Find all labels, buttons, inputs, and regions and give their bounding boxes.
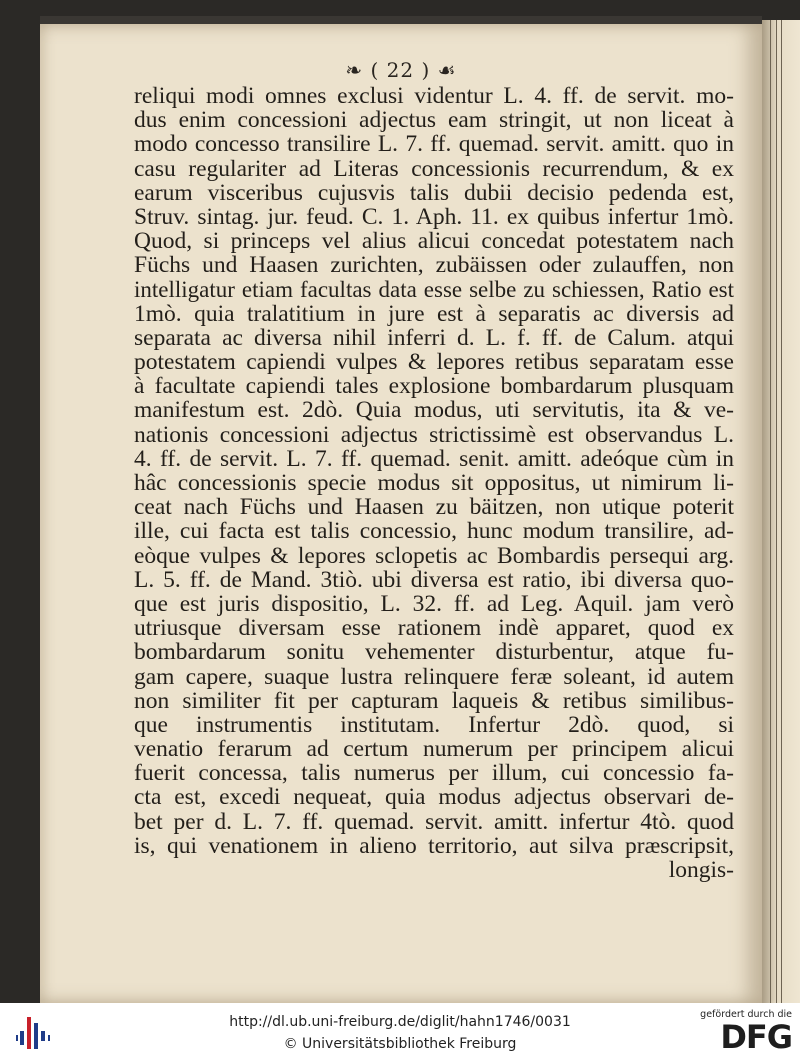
text-line: Füchs und Haasen zurichten, zubäissen oder zulauffen, non [134,252,734,279]
text-line: longis- [668,857,734,883]
text-line: modo concesso transilire L. 7. ff. quemad. servit. amitt. quo in [134,131,734,158]
text-line: earum visceribus cujusvis talis dubii decisio pedenda est, [134,179,734,206]
text-line: gam capere, suaque lustra relinquere feræ soleant, id autem [134,663,734,690]
text-line: hâc concessionis specie modus sit oppositus, ut nimirum li- [134,470,734,496]
text-line: cta est, excedi nequeat, quia modus adjectus observari de- [134,784,734,811]
text-line: Struv. sintag. jur. feud. C. 1. Aph. 11. ex quibus infertur 1mò. [134,203,734,230]
text-line: utriusque diversam esse rationem indè apparet, quod ex [134,615,734,642]
page-header: ❧ ( 22 ) ☙ [345,58,457,82]
text-line: non similiter fit per capturam laqueis & retibus similibus- [134,687,734,714]
page-text [134,84,734,882]
permalink-url[interactable]: http://dl.ub.uni-freiburg.de/diglit/hahn1746/0031 [229,1014,571,1030]
dfg-logo [700,1009,792,1057]
dfg-wordmark: DFG [720,1018,792,1056]
text-line: Quod, si princeps vel alius alicui concedat potestatem nach [134,228,734,255]
text-line: ille, cui facta est talis concessio, hunc modum transilire, ad- [134,518,734,545]
copyright-notice: © Universitätsbibliothek Freiburg [283,1036,517,1052]
text-line: reliqui modi omnes exclusi videntur L. 4. ff. de servit. mo- [134,83,734,109]
text-line: intelligatur etiam facultas data esse selbe zu schiessen, Ratio est [134,276,734,302]
text-line: dus enim concessioni adjectus eam stringit, ut non liceat à [134,107,734,134]
text-line: is, qui venationem in alieno territorio, aut silva præscripsit, [134,832,734,859]
dfg-funding-label: gefördert durch die [700,1009,792,1020]
text-line: 4. ff. de servit. L. 7. ff. quemad. senit. amitt. adeóque cùm in [134,445,734,472]
text-line: L. 5. ff. de Mand. 3tiò. ubi diversa est ratio, ibi diversa quo- [134,566,734,593]
text-line: casu regulariter ad Literas concessionis recurrendum, & ex [134,155,734,182]
text-line: que instrumentis institutam. Infertur 2dò. quod, si [134,711,734,738]
book-page [40,24,762,1003]
text-line: ceat nach Füchs und Haasen zu bäitzen, non utique poterit [134,494,734,521]
text-line: potestatem capiendi vulpes & lepores retibus separatam esse [134,349,734,376]
text-line: bet per d. L. 7. ff. quemad. servit. amitt. infertur 4tò. quod [134,808,734,835]
next-page-edge [762,20,800,1003]
text-line: 1mò. quia tralatitium in jure est à separatis ac diversis ad [134,300,734,327]
text-line: separata ac diversa nihil inferri d. L. f. ff. de Calum. atqui [134,324,734,351]
text-line: bombardarum sonitu vehementer disturbentur, atque fu- [134,639,734,666]
text-line: manifestum est. 2dò. Quia modus, uti servitutis, ita & ve- [134,397,734,424]
text-line: à facultate capiendi tales explosione bombardarum plusquam [134,373,734,400]
text-line: fuerit concessa, talis numerus per illum, cui concessio fa- [134,760,734,787]
text-line: venatio ferarum ad certum numerum per principem alicui [134,736,734,763]
text-line: que est juris dispositio, L. 32. ff. ad Leg. Aquil. jam verò [134,590,734,617]
footer [0,1003,800,1059]
text-line: nationis concessioni adjectus strictissimè est observandus L. [134,421,734,448]
text-line: eòque vulpes & lepores sclopetis ac Bombardis persequi arg. [134,542,734,569]
